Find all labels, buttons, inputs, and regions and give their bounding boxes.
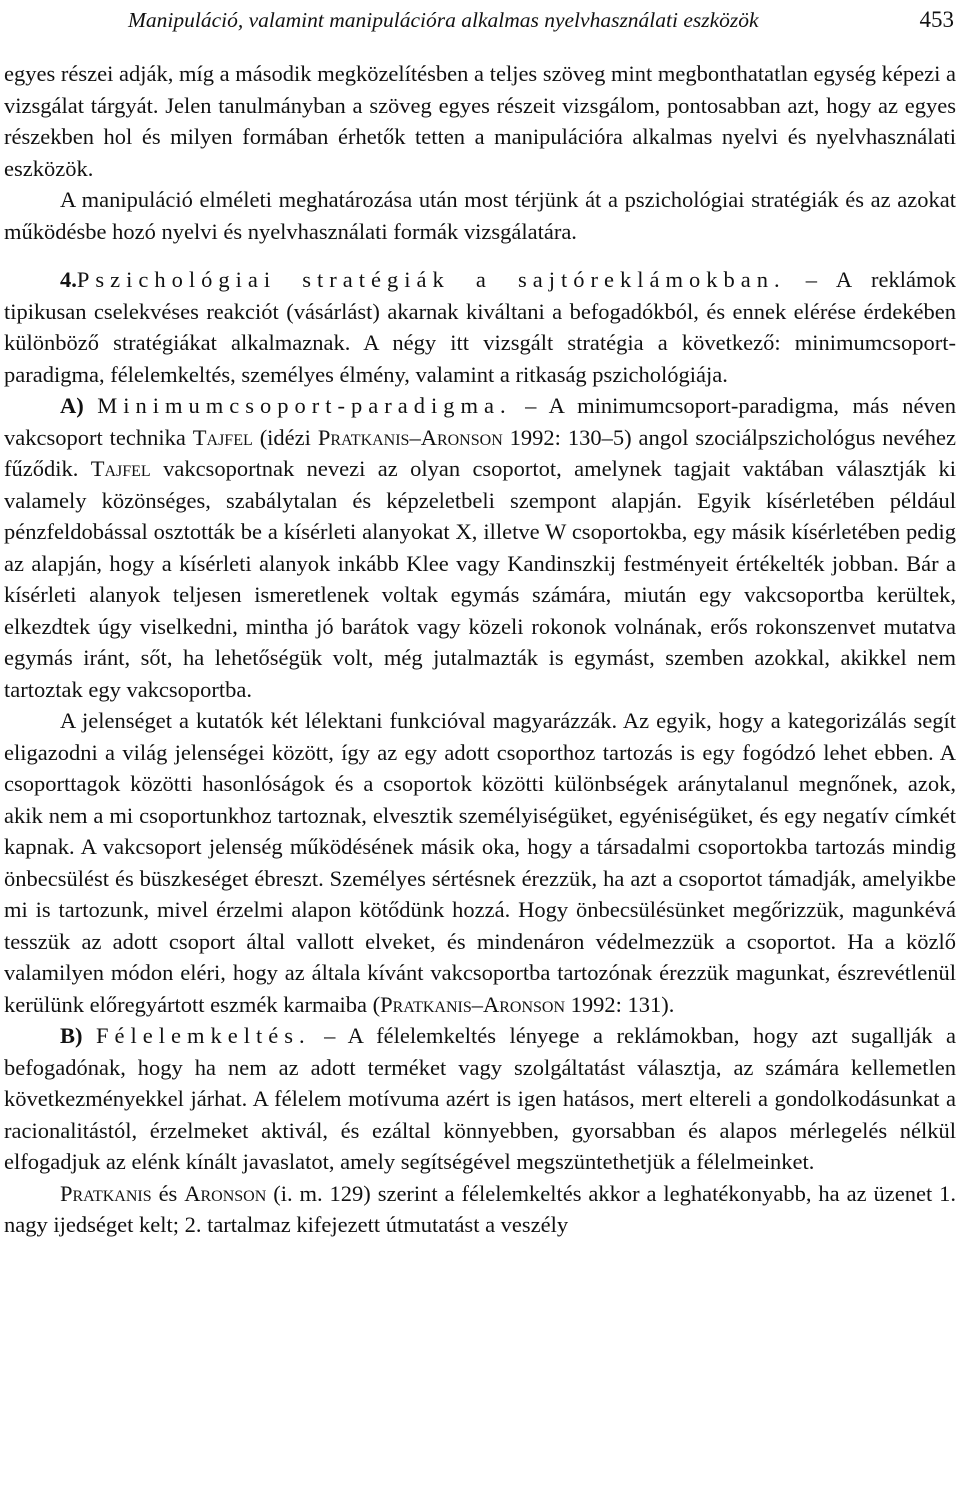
running-title: Manipuláció, valamint manipulációra alkalmas nyelvhasználati eszközök (128, 8, 759, 32)
section-title: Pszichológiai stratégiák a sajtóreklámokban. (76, 267, 786, 292)
paragraph-last (4, 1178, 956, 1241)
paragraph-explanation (4, 705, 956, 1020)
paragraph-text: A jelenséget a kutatók két lélektani funkcióval magyarázzák. Az egyik, hogy a kategorizálás segít eligazodni a világ jelenségei között, így az egy adott csoporthoz tartozás is egy fogódzó lehet ebben. A csoporttagok közötti hasonlóságok és a csoportok közötti különbségek aránytalanul megnőnek, azok, akik nem a mi csoportunkhoz tartoznak, elvesztik személyiségüket, egyéniségüket, és egy negatív címkét kapnak. A vakcsoport jelenség működésének másik oka, hogy a társadalmi csoportokba tartozás mindig önbecsülést és büszkeséget ébreszt. Személyes sértésnek érezzük, ha azt a csoportot támadják, amelyikbe mi is tartozunk, mivel érzelmi alapon kötődünk hozzá. Hogy önbecsülésünket megőrizzük, magunkévá tesszük az adott csoport által vallott elveket, és mindenáron védelmezzük a csoportot. Ha a közlő valamilyen módon eléri, hogy az általa kívánt vakcsoportba tartozónak érezzük magunkat, észrevétlenül kerülünk előregyártott eszmék karmaiba ( (4, 708, 956, 1017)
author-name: Pratkanis (60, 1180, 152, 1206)
running-header (0, 4, 960, 36)
author-name: Tajfel (90, 456, 151, 481)
author-name: Aronson (184, 1180, 267, 1206)
paragraph-transition: A manipuláció elméleti meghatározása után most térjünk át a pszichológiai stratégiák és az azokat működésbe hozó nyelvi és nyelvhasználati formák vizsgálatára. (4, 187, 956, 244)
subsection-a (4, 390, 956, 705)
subsection-label: B) (60, 1023, 83, 1048)
subsection-title: Minimumcsoport-paradigma. (97, 393, 512, 418)
page-number: 453 (919, 7, 954, 32)
subsection-text: – A félelemkeltés lényege a reklámokban, hogy azt sugallják a befogadónak, hogy ha nem az adott terméket vagy szolgáltatást választja, az számára kellemetlen következményekkel járhat. A félelem motívuma azért is igen hatásos, mert eltereli a gondolkodásunkat a racionalitástól, érzelmeket aktivál, és ezáltal könnyebben, gyorsabban és alapos mérlegelés nélkül elfogadjuk az elénk kínált javaslatot, amely segítségével megszüntethetjük a félelmeinket. (4, 1023, 956, 1174)
paragraph-intro: egyes részei adják, míg a második megközelítésben a teljes szöveg mint megbonthatatlan egység képezi a vizsgálat tárgyát. Jelen tanulmányban a szöveg egyes részeit vizsgálom, pontosabban azt, hogy az egyes részekben hol és milyen formában érhetők tetten a manipulációra alkalmas nyelvi és nyelvhasználati eszközök. (4, 61, 956, 181)
paragraph-text: (i. m. 129) szerint a félelemkeltés akkor a leghatékonyabb, ha az üzenet 1. nagy ijedséget kelt; 2. tartalmaz kifejezett útmutatást a veszély (4, 1180, 956, 1237)
subsection-b (4, 1020, 956, 1178)
subsection-text: 1992: 130–5) angol szociálpszichológus nevéhez fűződik. (4, 424, 956, 481)
paragraph-text: és (151, 1180, 185, 1206)
subsection-text: vakcsoportnak nevezi az olyan csoportot, amelynek tagjait vaktában választják ki valamely közönséges, szabálytalan és képzeletbeli szempont alapján. Egyik kísérletében például pénzfeldobással osztották be a kísérleti alanyokat X, illetve W csoportokba, egy másik kísérletében pedig az alapján, hogy a kísérleti alanyok inkább Klee vagy Kandinszkij festményeit értékelték jobban. Bár a kísérleti alanyok teljesen ismeretlenek voltak egymás számára, miután egy vakcsoportba kerültek, elkezdtek úgy viselkedni, mintha jó barátok vagy közeli rokonok volnának, erős rokonszenvet mutatva egymás iránt, sőt, ha lehetőségük volt, még jutalmazták is egymást, szemben azokkal, akikkel nem tartoztak egy vakcsoportba. (4, 456, 957, 702)
paragraph-text: 1992: 131). (565, 991, 675, 1017)
subsection-title: Félelemkeltés. (96, 1023, 311, 1048)
author-name: Tajfel (192, 424, 253, 450)
body-text (4, 58, 956, 1241)
section-text: – A reklámok tipikusan cselekvéses reakciót (vásárlást) akarnak kiváltani a befogadókból, és ennek elérése érdekében különböző stratégiákat alkalmaznak. A négy itt vizsgált stratégia a következő: minimumcsoport-paradigma, félelemkeltés, személyes élmény, valamint a ritkaság pszichológiája. (4, 267, 956, 387)
subsection-text: (idézi (252, 424, 318, 450)
subsection-label: A) (60, 393, 84, 418)
author-name: Pratkanis–Aronson (380, 991, 566, 1017)
section-number: 4. (60, 267, 77, 292)
author-name: Pratkanis–Aronson (317, 424, 503, 450)
subsection-text: – A minimumcsoport-paradigma, más néven vakcsoport technika (4, 393, 956, 450)
section-4 (4, 264, 956, 390)
